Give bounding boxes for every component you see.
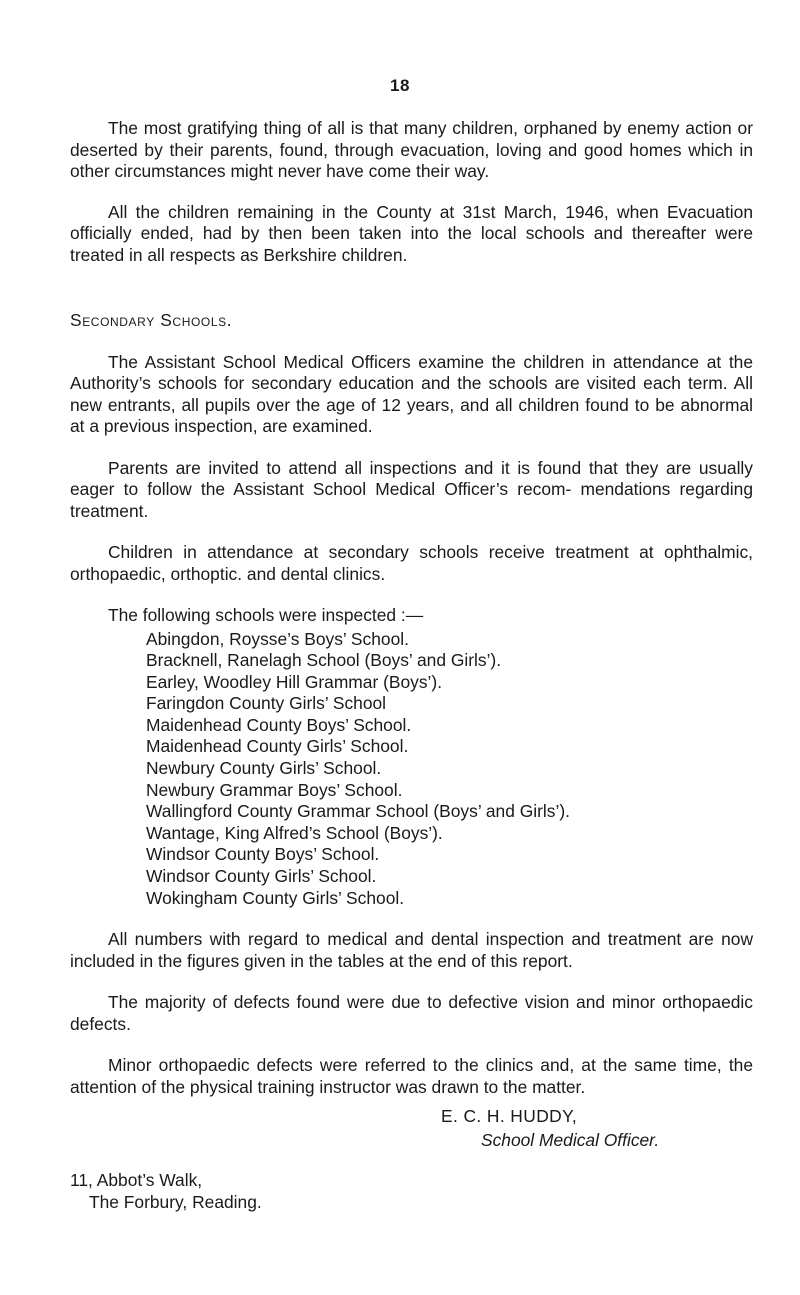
- list-item: Maidenhead County Girls’ School.: [146, 736, 409, 757]
- list-item: Maidenhead County Boys’ School.: [146, 714, 412, 735]
- list-item: Abingdon, Roysse’s Boys’ School.: [146, 628, 409, 649]
- section-heading-secondary-schools: Secondary Schools.: [70, 310, 233, 330]
- list-item: Wokingham County Girls’ School.: [146, 887, 405, 908]
- list-item: Newbury Grammar Boys’ School.: [146, 779, 403, 800]
- list-item: Windsor County Boys’ School.: [146, 844, 380, 865]
- paragraph-medical-officers-examine: The Assistant School Medical Officers examine the children in attendance at the Authority’s schools for secondary education and the schools are visited each term. All new entrants, all pupils over the age of 12 years, and all children found to be abnormal at a previous inspection, are examined.: [70, 351, 753, 436]
- inspected-schools-list: [70, 629, 753, 910]
- list-item: Wantage, King Alfred’s School (Boys’).: [146, 822, 443, 843]
- list-item: Faringdon County Girls’ School: [146, 693, 387, 714]
- list-item: Earley, Woodley Hill Grammar (Boys’).: [146, 671, 443, 692]
- page-number: 18: [390, 76, 410, 95]
- list-item: Wallingford County Grammar School (Boys’ and Girls’).: [146, 801, 570, 822]
- signatory-title: School Medical Officer.: [481, 1129, 660, 1150]
- signatory-name: E. C. H. HUDDY,: [441, 1106, 578, 1127]
- list-item: Bracknell, Ranelagh School (Boys’ and Girls’).: [146, 650, 502, 671]
- paragraph-orthopaedic-referral: Minor orthopaedic defects were referred to the clinics and, at the same time, the attention of the physical training instructor was drawn to the matter.: [70, 1055, 753, 1097]
- paragraph-majority-of-defects: The majority of defects found were due to defective vision and minor orthopaedic defects.: [70, 992, 753, 1034]
- document-body: [70, 118, 753, 1213]
- signature-block: [70, 1106, 753, 1151]
- address-line-2: The Forbury, Reading.: [89, 1191, 262, 1212]
- address-block: [70, 1170, 753, 1213]
- paragraph-evacuation-ended: All the children remaining in the County at 31st March, 1946, when Evacuation officially ended, had by then been taken into the local schools and thereafter were treated in all respects as Berkshire children.: [70, 201, 753, 265]
- paragraph-parents-invited: Parents are invited to attend all inspections and it is found that they are usually eager to follow the Assistant School Medical Officer’s recom- mendations regarding treatment.: [70, 457, 753, 521]
- address-line-1: 11, Abbot’s Walk,: [70, 1170, 203, 1191]
- paragraph-numbers-in-tables: All numbers with regard to medical and dental inspection and treatment are now included in the figures given in the tables at the end of this report.: [70, 929, 753, 971]
- schools-list-intro: The following schools were inspected :—: [108, 605, 424, 625]
- list-item: Windsor County Girls’ School.: [146, 866, 377, 887]
- paragraph-orphaned-children: The most gratifying thing of all is that many children, orphaned by enemy action or deserted by their parents, found, through evacuation, loving and good homes which in other circumstances might never have come their way.: [70, 118, 753, 181]
- list-item: Newbury County Girls’ School.: [146, 758, 382, 779]
- paragraph-clinic-treatment: Children in attendance at secondary schools receive treatment at ophthalmic, orthopaedic, orthoptic. and dental clinics.: [70, 542, 753, 584]
